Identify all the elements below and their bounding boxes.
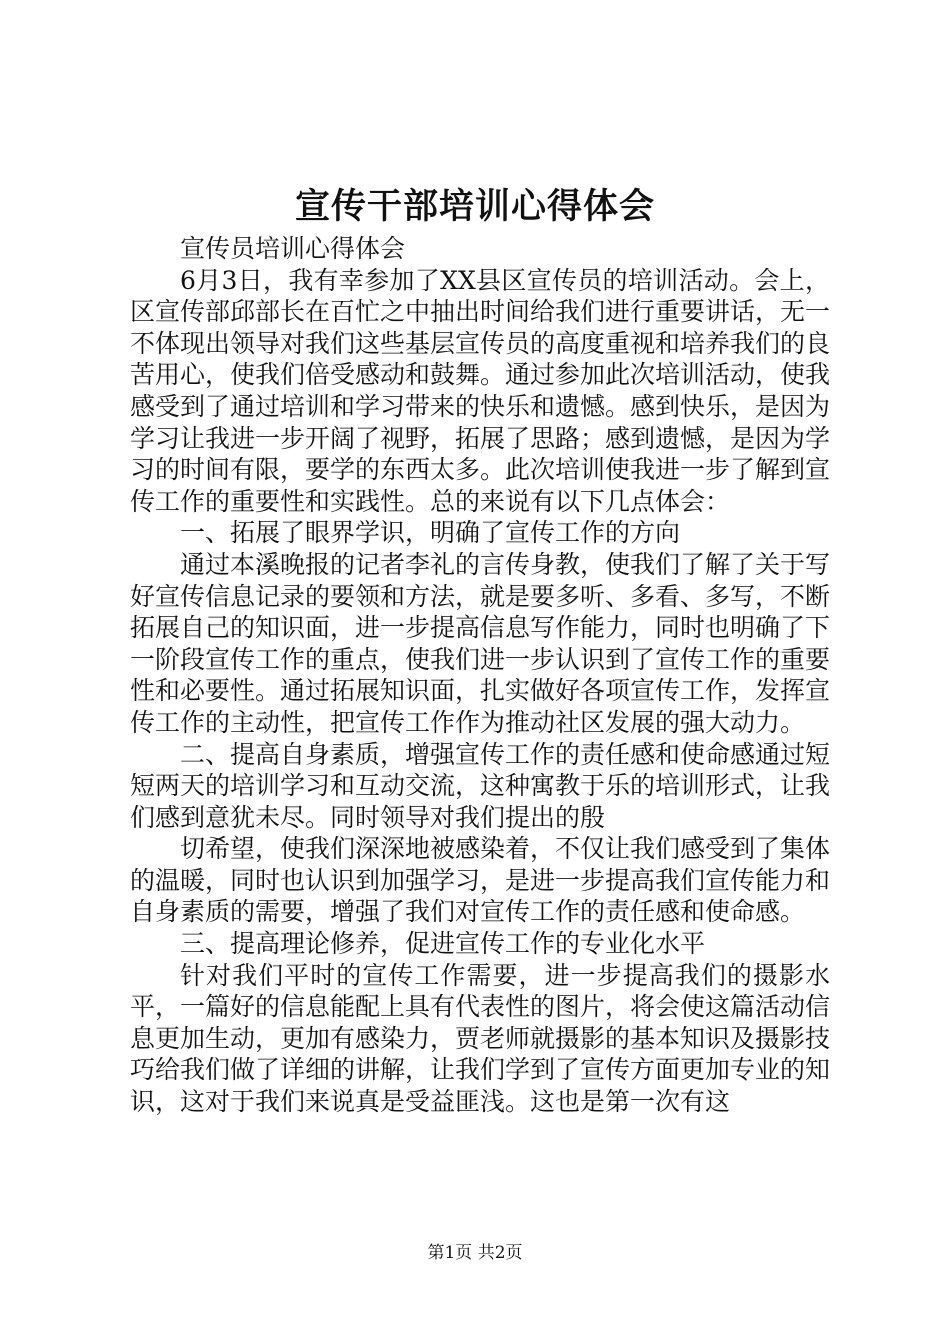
page-footer: 第1页 共2页 (427, 1243, 523, 1263)
paragraph: 宣传员培训心得体会 (180, 234, 406, 263)
paragraph: 通过本溪晚报的记者李礼的言传身教，使我们了解了关于写好宣传信息记录的要领和方法，就是要多听、多看、多写，不断拓展自己的知识面，进一步提高信息写作能力，同时也明确了下一阶段宣传工作的重点，使我们进一步认识到了宣传工作的重要性和必要性。通过拓展知识面，扎实做好各项宣传工作，发挥宣传工作的主动性，把宣传工作作为推动社区发展的强大动力。 (130, 549, 831, 737)
paragraph: 针对我们平时的宣传工作需要，进一步提高我们的摄影水平，一篇好的信息能配上具有代表性的图片，将会使这篇活动信息更加生动，更加有感染力，贾老师就摄影的基本知识及摄影技巧给我们做了详细的讲解，让我们学到了宣传方面更加专业的知识，这对于我们来说真是受益匪浅。这也是第一次有这 (130, 960, 831, 1117)
section-heading: 三、提高理论修养，促进宣传工作的专业化水平 (180, 929, 706, 959)
section-heading: 一、拓展了眼界学识，明确了宣传工作的方向 (180, 518, 681, 548)
paragraph: 6月3日，我有幸参加了XX县区宣传员的培训活动。会上，区宣传部邱部长在百忙之中抽出时间给我们进行重要讲话，无一不体现出领导对我们这些基层宣传员的高度重视和培养我们的良苦用心，使我们倍受感动和鼓舞。通过参加此次培训活动，使我感受到了通过培训和学习带来的快乐和遗憾。感到快乐，是因为学习让我进一步开阔了视野，拓展了思路；感到遗憾，是因为学习的时间有限，要学的东西太多。此次培训使我进一步了解到宣传工作的重要性和实践性。总的来说有以下几点体会： (130, 265, 831, 516)
paragraph: 切希望，使我们深深地被感染着，不仅让我们感受到了集体的温暖，同时也认识到加强学习，是进一步提高我们宣传能力和自身素质的需要，增强了我们对宣传工作的责任感和使命感。 (130, 834, 831, 927)
paragraph: 二、提高自身素质，增强宣传工作的责任感和使命感通过短短两天的培训学习和互动交流，这种寓教于乐的培训形式，让我们感到意犹未尽。同时领导对我们提出的殷 (130, 739, 831, 832)
document-body (130, 233, 830, 1118)
document-title: 宣传干部培训心得体会 (294, 186, 655, 227)
